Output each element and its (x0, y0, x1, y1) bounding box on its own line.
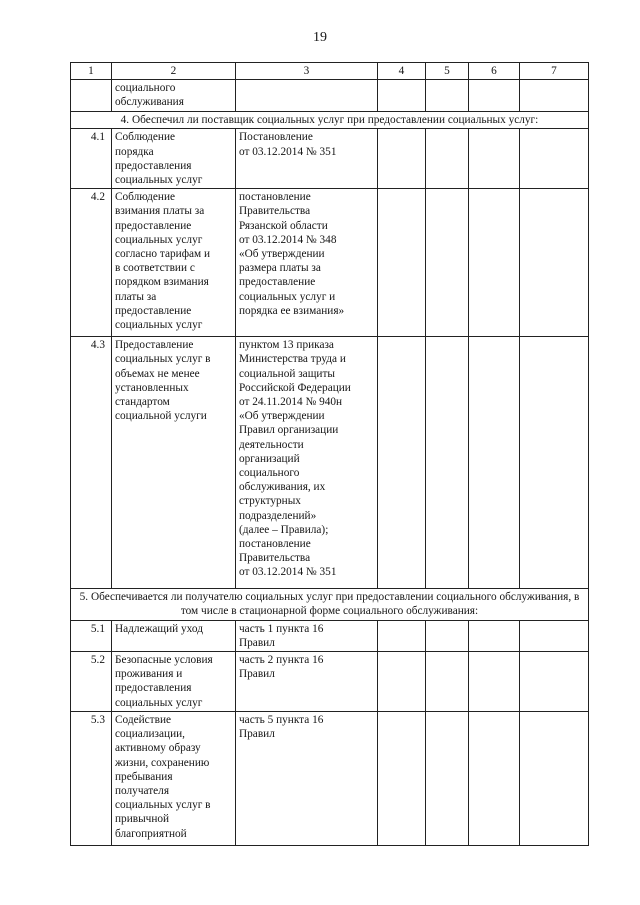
table-row (71, 712, 589, 846)
cell-basis: постановление Правительства Рязанской области от 03.12.2014 № 348 «Об утверждении размера платы за предоставление социальных услуг и порядка ее взимания» (236, 189, 378, 337)
table-row (71, 189, 589, 337)
section-row (71, 589, 589, 620)
header-cell: 2 (112, 63, 236, 80)
header-cell: 7 (520, 63, 589, 80)
cell-empty (469, 129, 520, 189)
cell-criterion: Соблюдение порядка предоставления социальных услуг (112, 129, 236, 189)
section-title: 5. Обеспечивается ли получателю социальных услуг при предоставлении социального обслуживания, в том числе в стационарной форме социального обслуживания: (71, 589, 589, 620)
cell-basis: часть 2 пункта 16 Правил (236, 652, 378, 712)
cell-empty (426, 80, 469, 112)
cell-basis: пунктом 13 приказа Министерства труда и социальной защиты Российской Федерации от 24.11.2014 № 940н «Об утверждении Правил организации деятельности организаций социального обслуживания, их структурных подразделений» (далее – Правила); постановление Правительства от 03.12.2014 № 351 (236, 337, 378, 589)
cell-basis: часть 5 пункта 16 Правил (236, 712, 378, 846)
cell-empty (426, 620, 469, 651)
cell-num (71, 80, 112, 112)
cell-empty (520, 712, 589, 846)
cell-empty (469, 189, 520, 337)
cell-empty (426, 712, 469, 846)
cell-num: 4.1 (71, 129, 112, 189)
header-cell: 6 (469, 63, 520, 80)
cell-empty (426, 129, 469, 189)
cell-empty (469, 80, 520, 112)
cell-empty (378, 129, 426, 189)
section-row (71, 112, 589, 129)
cell-empty (520, 80, 589, 112)
cell-empty (426, 337, 469, 589)
cell-empty (378, 712, 426, 846)
cell-empty (378, 620, 426, 651)
cell-empty (520, 129, 589, 189)
cell-num: 4.2 (71, 189, 112, 337)
cell-basis: часть 1 пункта 16 Правил (236, 620, 378, 651)
cell-empty (378, 189, 426, 337)
cell-criterion: Предоставление социальных услуг в объемах не менее установленных стандартом социальной услуги (112, 337, 236, 589)
cell-criterion: социального обслуживания (112, 80, 236, 112)
header-row (71, 63, 589, 80)
cell-empty (426, 189, 469, 337)
cell-empty (520, 189, 589, 337)
header-cell: 1 (71, 63, 112, 80)
inspection-table (70, 62, 589, 846)
cell-criterion: Содействие социализации, активному образу жизни, сохранению пребывания получателя социальных услуг в привычной благоприятной (112, 712, 236, 846)
section-title: 4. Обеспечил ли поставщик социальных услуг при предоставлении социальных услуг: (71, 112, 589, 129)
cell-empty (378, 80, 426, 112)
cell-empty (469, 652, 520, 712)
cell-criterion: Соблюдение взимания платы за предоставление социальных услуг согласно тарифам и в соответствии с порядком взимания платы за предоставление социальных услуг (112, 189, 236, 337)
cell-empty (469, 712, 520, 846)
cell-num: 5.1 (71, 620, 112, 651)
cell-empty (426, 652, 469, 712)
cell-empty (520, 620, 589, 651)
cell-num: 4.3 (71, 337, 112, 589)
cell-criterion: Безопасные условия проживания и предоставления социальных услуг (112, 652, 236, 712)
header-cell: 3 (236, 63, 378, 80)
cell-empty (520, 337, 589, 589)
cell-basis: Постановление от 03.12.2014 № 351 (236, 129, 378, 189)
cell-num: 5.2 (71, 652, 112, 712)
table-row (71, 80, 589, 112)
table-row (71, 652, 589, 712)
header-cell: 5 (426, 63, 469, 80)
cell-basis (236, 80, 378, 112)
header-cell: 4 (378, 63, 426, 80)
cell-empty (378, 337, 426, 589)
cell-empty (378, 652, 426, 712)
table-row (71, 129, 589, 189)
cell-empty (520, 652, 589, 712)
cell-criterion: Надлежащий уход (112, 620, 236, 651)
cell-empty (469, 337, 520, 589)
cell-empty (469, 620, 520, 651)
table-row (71, 620, 589, 651)
cell-num: 5.3 (71, 712, 112, 846)
table-row (71, 337, 589, 589)
page-number: 19 (313, 30, 327, 45)
